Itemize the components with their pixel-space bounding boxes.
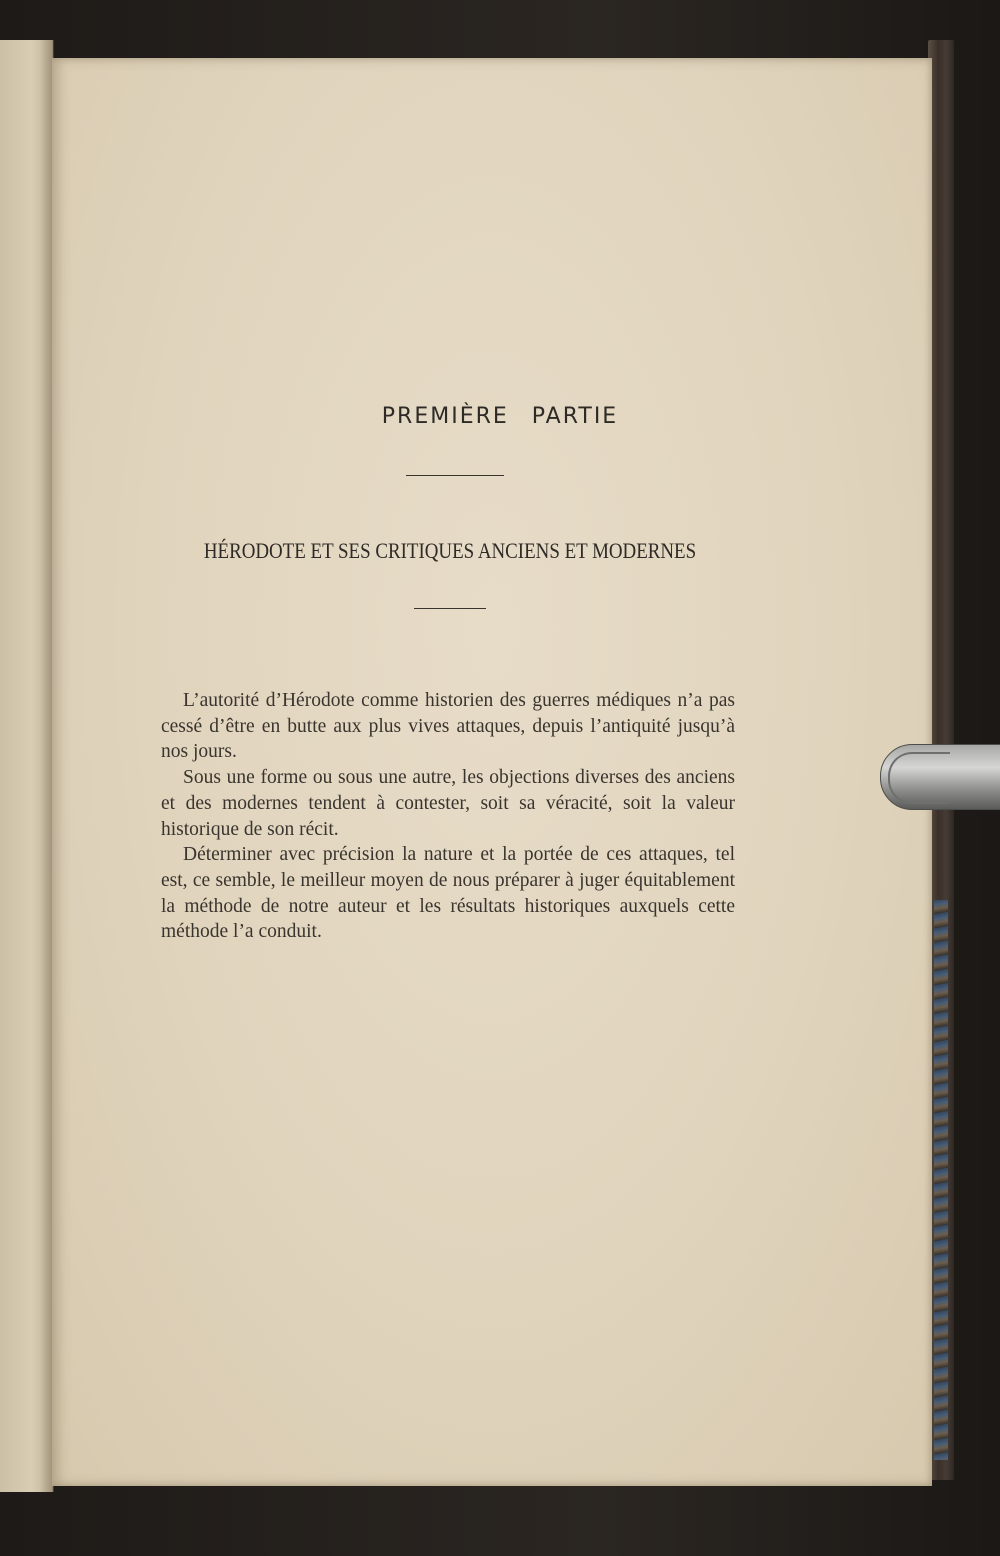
paragraph: Sous une forme ou sous une autre, les objections diverses des anciens et des modernes tendent à contester, soit sa véracité, soit la valeur historique de son récit. xyxy=(161,767,735,840)
part-heading: PREMIÈRE PARTIE xyxy=(381,404,619,429)
body-text xyxy=(161,688,735,945)
section-title: HÉRODOTE ET SES CRITIQUES ANCIENS ET MODERNES xyxy=(203,538,697,563)
title-rule xyxy=(414,608,486,609)
marbled-edge xyxy=(934,900,948,1460)
page-clip-loop xyxy=(888,752,950,804)
paragraph: L’autorité d’Hérodote comme historien des guerres médiques n’a pas cessé d’être en butte aux plus vives attaques, depuis l’antiquité jusqu’à nos jours. xyxy=(161,690,735,763)
heading-rule xyxy=(406,475,504,476)
paragraph: Déterminer avec précision la nature et la portée de ces attaques, tel est, ce semble, le meilleur moyen de nous préparer à juger équitablement la méthode de notre auteur et les résultats historiques auxquels cette méthode l’a conduit. xyxy=(161,844,735,943)
